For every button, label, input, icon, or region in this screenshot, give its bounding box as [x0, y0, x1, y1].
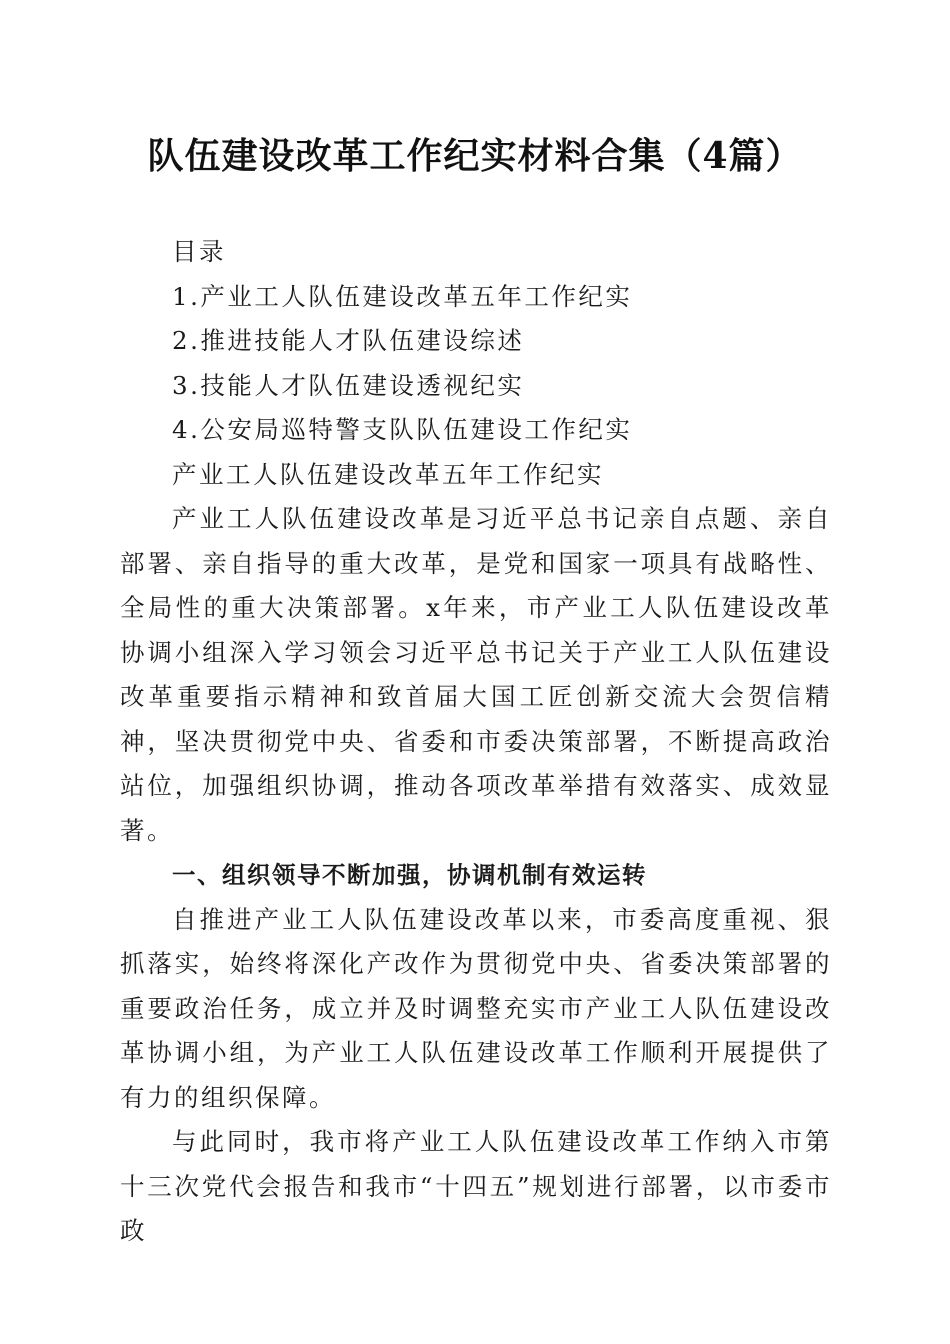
- toc-item: 2.推进技能人才队伍建设综述: [172, 326, 525, 355]
- section-heading: 一、组织领导不断加强，协调机制有效运转: [172, 861, 647, 889]
- body-paragraph: 与此同时，我市将产业工人队伍建设改革工作纳入市第十三次党代会报告和我市“十四五”规划进行部署，以市委市政: [120, 1127, 832, 1245]
- toc-item: 3.技能人才队伍建设透视纪实: [172, 370, 525, 400]
- document-body: [120, 230, 832, 1254]
- toc-label: 目录: [172, 237, 226, 266]
- toc-item: 4.公安局巡特警支队队伍建设工作纪实: [172, 415, 633, 444]
- body-paragraph: 产业工人队伍建设改革是习近平总书记亲自点题、亲自部署、亲自指导的重大改革，是党和国家一项具有战略性、全局性的重大决策部署。x年来，市产业工人队伍建设改革协调小组深入学习领会习近平总书记关于产业工人队伍建设改革重要指示精神和致首届大国工匠创新交流大会贺信精神，坚决贯彻党中央、省委和市委决策部署，不断提高政治站位，加强组织协调，推动各项改革举措有效落实、成效显著。: [120, 504, 832, 845]
- toc-item: 1.产业工人队伍建设改革五年工作纪实: [172, 281, 633, 311]
- body-paragraph: 自推进产业工人队伍建设改革以来，市委高度重视、狠抓落实，始终将深化产改作为贯彻党中央、省委决策部署的重要政治任务，成立并及时调整充实市产业工人队伍建设改革协调小组，为产业工人队伍建设改革工作顺利开展提供了有力的组织保障。: [120, 904, 832, 1112]
- article-title: 产业工人队伍建设改革五年工作纪实: [172, 459, 604, 489]
- document-title: 队伍建设改革工作纪实材料合集（4篇）: [147, 135, 803, 177]
